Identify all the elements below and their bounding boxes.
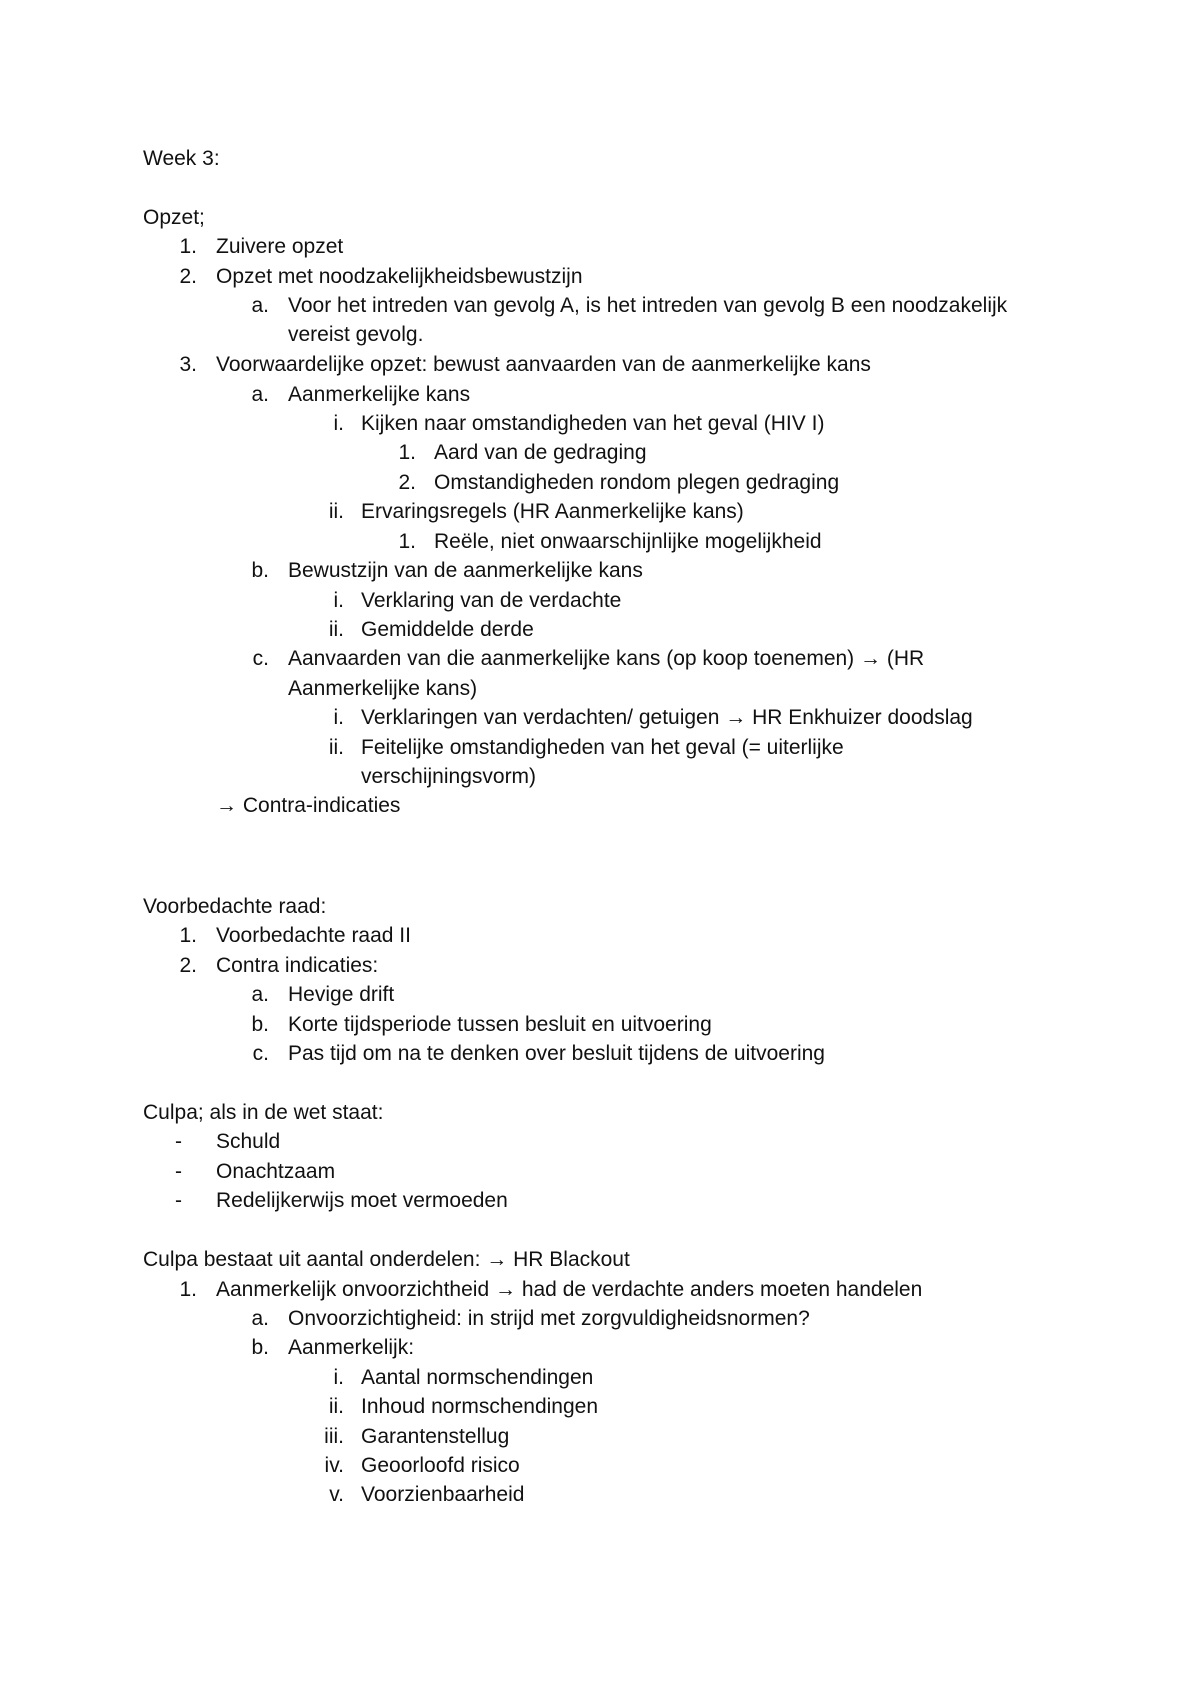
list-marker: b.	[251, 1336, 269, 1359]
list-item-text: verschijningsvorm)	[361, 765, 537, 788]
list-marker: a.	[251, 383, 269, 406]
list-item-text	[288, 644, 924, 673]
list-item-text: Korte tijdsperiode tussen besluit en uitvoering	[288, 1013, 712, 1036]
week-heading	[143, 144, 220, 173]
bullet-marker: -	[175, 1189, 182, 1212]
list-item-text: Contra indicaties:	[216, 954, 379, 977]
list-item-text: Voor het intreden van gevolg A, is het intreden van gevolg B een noodzakelijk	[288, 294, 1008, 317]
list-item-continuation	[361, 762, 536, 791]
bullet-item-text: Redelijkerwijs moet vermoeden	[216, 1189, 508, 1212]
list-marker: b.	[251, 559, 269, 582]
list-marker: ii.	[328, 1395, 344, 1418]
arrow-right-icon: →	[494, 1278, 516, 1301]
list-marker: c.	[252, 647, 269, 670]
arrow-right-icon: →	[216, 794, 237, 817]
list-item-text: Aanmerkelijk:	[288, 1336, 415, 1359]
list-item-text: Geoorloofd risico	[361, 1454, 520, 1477]
bullet-marker: -	[175, 1130, 182, 1153]
list-item-text	[361, 703, 973, 732]
list-marker: b.	[251, 1013, 269, 1036]
list-marker: 1.	[398, 530, 416, 553]
list-item-text: Omstandigheden rondom plegen gedraging	[434, 471, 840, 494]
list-item-text: vereist gevolg.	[288, 323, 424, 346]
list-marker: v.	[329, 1483, 344, 1506]
list-marker: 1.	[179, 235, 197, 258]
list-marker: c.	[252, 1042, 269, 1065]
contra-indicaties-line	[216, 791, 400, 820]
week-heading-text: Week 3:	[143, 147, 220, 170]
list-item-text: Voorbedachte raad II	[216, 924, 411, 947]
list-marker: i.	[333, 1366, 344, 1389]
list-item-text: Reële, niet onwaarschijnlijke mogelijkheid	[434, 530, 822, 553]
list-marker: 3.	[179, 353, 197, 376]
contra-indicaties-text: Contra-indicaties	[242, 794, 401, 817]
arrow-right-icon: →	[860, 647, 882, 670]
culpa-onderdelen-heading-ref: HR Blackout	[513, 1248, 630, 1271]
list-marker: ii.	[328, 736, 344, 759]
list-marker: 1.	[179, 924, 197, 947]
list-marker: iii.	[324, 1425, 344, 1448]
opzet-heading-text: Opzet;	[143, 206, 205, 229]
list-item-text: Feitelijke omstandigheden van het geval (= uiterlijke	[361, 736, 844, 759]
culpa-onderdelen-heading-text: Culpa bestaat uit aantal onderdelen:	[143, 1248, 481, 1271]
bullet-item-text: Onachtzaam	[216, 1160, 336, 1183]
list-marker: iv.	[324, 1454, 344, 1477]
list-marker: i.	[333, 412, 344, 435]
section-heading-voorbedachte-raad	[143, 892, 326, 921]
list-item-text: Voorwaardelijke opzet: bewust aanvaarden van de aanmerkelijke kans	[216, 353, 871, 376]
list-marker: 1.	[398, 441, 416, 464]
list-item-text-part: Verklaringen van verdachten/ getuigen	[361, 706, 720, 729]
list-marker: 2.	[179, 265, 197, 288]
list-item-text: Voorzienbaarheid	[361, 1483, 525, 1506]
section-heading-culpa-onderdelen	[143, 1245, 630, 1274]
list-item-text: Aanmerkelijke kans	[288, 383, 471, 406]
list-item-text: Aanmerkelijke kans)	[288, 677, 478, 700]
list-marker: ii.	[328, 500, 344, 523]
list-marker: i.	[333, 589, 344, 612]
list-marker: i.	[333, 706, 344, 729]
list-item-text: Onvoorzichtigheid: in strijd met zorgvuldigheidsnormen?	[288, 1307, 810, 1330]
bullet-item-text: Schuld	[216, 1130, 281, 1153]
section-heading-culpa-wet	[143, 1098, 383, 1127]
bullet-marker: -	[175, 1160, 182, 1183]
voorbedachte-raad-heading-text: Voorbedachte raad:	[143, 895, 327, 918]
list-item-text: Gemiddelde derde	[361, 618, 534, 641]
section-heading-opzet	[143, 203, 205, 232]
list-item-text: Opzet met noodzakelijkheidsbewustzijn	[216, 265, 583, 288]
list-item-text-part: Aanmerkelijk onvoorzichtheid	[216, 1278, 490, 1301]
list-marker: a.	[251, 294, 269, 317]
list-item-text: Aard van de gedraging	[434, 441, 647, 464]
list-item-text: Hevige drift	[288, 983, 395, 1006]
list-item-text-part: Aanvaarden van die aanmerkelijke kans (op koop toenemen)	[288, 647, 855, 670]
list-item-text-part: HR Enkhuizer doodslag	[752, 706, 973, 729]
list-item-text-part: had de verdachte anders moeten handelen	[521, 1278, 923, 1301]
list-item-text: Inhoud normschendingen	[361, 1395, 599, 1418]
list-marker: a.	[251, 1307, 269, 1330]
culpa-wet-heading-text: Culpa; als in de wet staat:	[143, 1101, 384, 1124]
arrow-right-icon: →	[486, 1248, 508, 1271]
list-item-text: Garantenstellug	[361, 1425, 510, 1448]
list-marker: ii.	[328, 618, 344, 641]
list-item-text-part: (HR	[886, 647, 925, 670]
list-item-text: Aantal normschendingen	[361, 1366, 594, 1389]
list-marker: a.	[251, 983, 269, 1006]
list-item-text: Ervaringsregels (HR Aanmerkelijke kans)	[361, 500, 744, 523]
list-item-text	[216, 1275, 922, 1304]
list-marker: 2.	[179, 954, 197, 977]
list-item-continuation	[288, 320, 423, 349]
list-item-continuation	[288, 674, 477, 703]
list-item-text: Kijken naar omstandigheden van het geval (HIV I)	[361, 412, 825, 435]
list-item-text: Zuivere opzet	[216, 235, 344, 258]
list-item-text: Verklaring van de verdachte	[361, 589, 622, 612]
arrow-right-icon: →	[725, 706, 747, 729]
list-item-text: Pas tijd om na te denken over besluit tijdens de uitvoering	[288, 1042, 825, 1065]
list-marker: 1.	[179, 1278, 197, 1301]
list-marker: 2.	[398, 471, 416, 494]
list-item-text: Bewustzijn van de aanmerkelijke kans	[288, 559, 643, 582]
